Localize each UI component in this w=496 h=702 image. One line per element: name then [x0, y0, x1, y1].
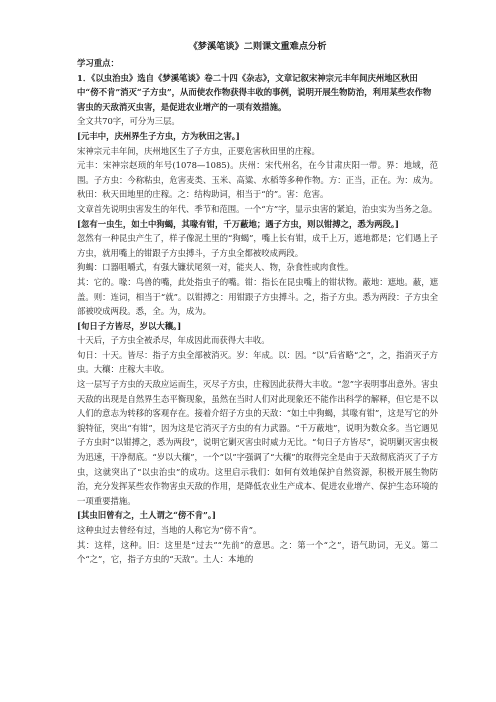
block-4-quote: [其虫旧曾有之，土人谓之“傍不肯”。] [77, 510, 216, 521]
block-1-analysis: 文章首先说明虫害发生的年代、季节和范围。一个“方”字，显示虫害的紧迫，治虫实为当务之急。 [77, 203, 438, 214]
block-3-notes: 旬日：十天。皆尽：指子方虫全部被消灭。岁：年成。以：因。“以”后省略“之”，之，指消灭子方虫。大穰：庄稼大丰收。 [77, 349, 438, 375]
block-2-notes: 其：它的。喙：鸟兽的嘴，此处指虫子的嘴。钳：指长在昆虫嘴上的钳状物。蔽地：遮地。蔽，遮盖。则：连词，相当于“就”。以钳搏之：用钳跟子方虫搏斗。之，指子方虫。悉为两段：子方虫全部被咬成两段。悉，全。为，成为。 [77, 276, 438, 317]
key-point-1: 1．《以虫治虫》选自《梦溪笔谈》卷二十四《杂志》，文章记叙宋神宗元丰年间庆州地区秋田中“傍不肯”消灭“子方虫”，从而使农作物获得丰收的事例，说明开展生物防治，利用某些农作物害虫的天敌消灭虫害，是促进农业增产的一项有效措施。 [77, 72, 432, 112]
word-count-note: 全文共70字，可分为三层。 [77, 116, 180, 127]
block-4-notes: 其：这样，这种。旧：这里是“过去”“先前”的意思。之：第一个“之”，语气助词，无义。第二个“之”，它，指子方虫的“天敌”。土人：本地的 [77, 539, 438, 565]
block-1-quote: [元丰中，庆州界生子方虫，方为秋田之害。] [77, 130, 240, 141]
section-heading: 学习重点： [77, 58, 119, 68]
block-3-translation: 十天后，子方虫全被杀尽，年成因此而获得大丰收。 [77, 335, 270, 346]
block-1-notes: 元丰：宋神宗赵顼的年号(1078—1085)。庆州：宋代州名，在今甘肃庆阳一带。界：地域，范围。子方虫：今称粘虫，危害麦类、玉米、高粱、水稻等多种作物。方：正当，正在。为：成为。秋田：秋天田地里的庄稼。之：结构助词，相当于“的”。害：危害。 [77, 160, 438, 200]
block-2-quote: [忽有一虫生，如土中狗蝎，其喙有钳，千万蔽地；遇子方虫，则以钳搏之，悉为两段。] [77, 218, 399, 229]
block-3-quote: [旬日子方皆尽，岁以大穰。] [77, 320, 182, 331]
block-1-translation: 宋神宗元丰年间，庆州地区生了子方虫，正要危害秋田里的庄稼。 [77, 145, 320, 156]
block-3-analysis: 这一层写子方虫的天敌应运而生，灭尽子方虫，庄稼因此获得大丰收。“忽”字表明事出意外。害虫天敌的出现是自然界生态平衡现象，虽然在当时人们对此现象还不能作出科学的解释，但它是不以人们的意志为转移的客观存在。接着介绍子方虫的天敌：“如土中狗蝎，其喙有钳”，这是写它的外貌特征，突出“有钳”，因为这是它消灭子方虫的有力武器。“千万蔽地”，说明为数众多。当它遇见子方虫时“以钳搏之，悉为两段”，说明它剿灭害虫时威力无比。“旬日子方皆尽”，说明剿灭害虫极为迅速，干净彻底。“岁以大穰”，一个“以”字强调了“大穰”的取得完全是由于天敌彻底消灭了子方虫，这就突出了“以虫治虫”的成功。这里启示我们：如何有效地保护自然资源，积极开展生物防治，充分发挥某些农作物害虫天敌的作用，是降低农业生产成本、促进农业增产、保护生态环境的一项重要措施。 [77, 379, 438, 506]
block-2-translation: 忽然有一种昆虫产生了，样子像泥土里的“狗蝎”，嘴上长有钳，成千上万，遮地都是；它们遇上子方虫，就用嘴上的钳跟子方虫搏斗，子方虫全都被咬成两段。 [77, 233, 438, 258]
document-title: 《梦溪笔谈》二则课文重难点分析 [188, 41, 327, 52]
block-2-note-gouxie: 狗蝎：口器咀嚼式，有强大镰状尾须一对，能夹人、物，杂食性或肉食性。 [77, 262, 354, 273]
block-4-translation: 这种虫过去曾经有过，当地的人称它为“傍不肯”。 [77, 525, 262, 535]
